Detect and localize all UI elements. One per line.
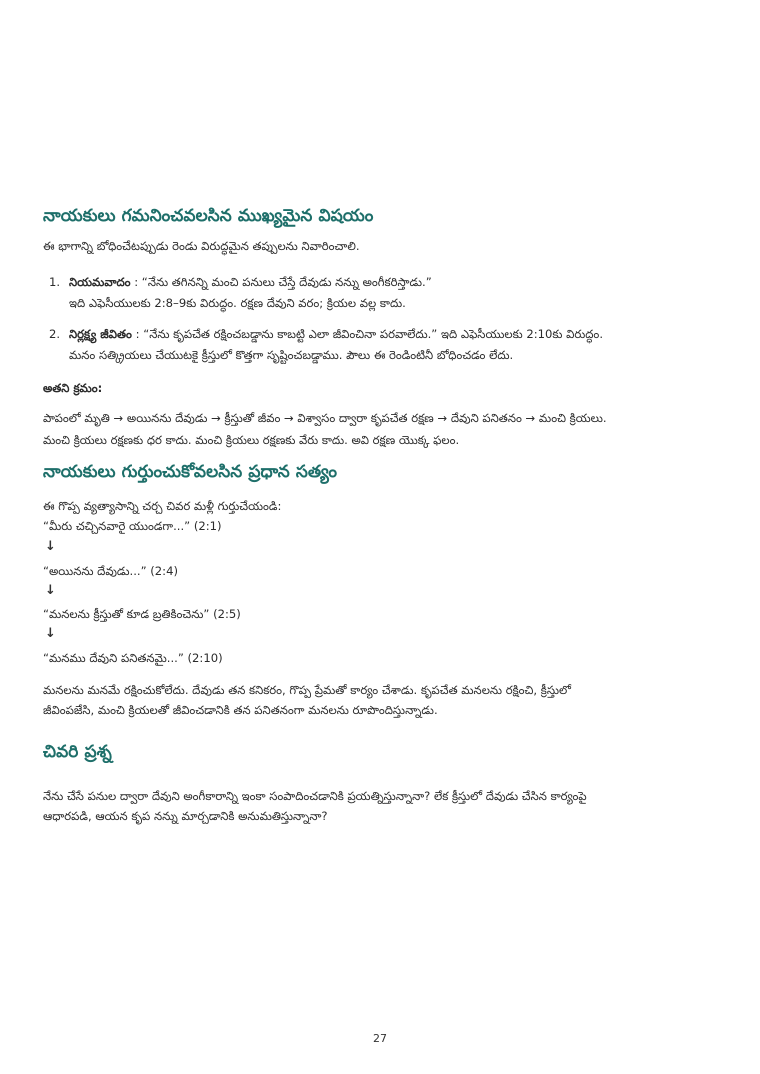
list-item-term: నిర్లక్ష్య జీవితం xyxy=(69,327,132,341)
list-item-2 xyxy=(69,326,603,342)
section-heading-leaders-note: నాయకులు గమనించవలసిన ముఖ్యమైన విషయం xyxy=(43,206,374,226)
step-item: “అయినను దేవుడు...” (2:4) xyxy=(43,564,178,578)
step-item: “మనలను క్రీస్తుతో కూడ బ్రతికించెను” (2:5) xyxy=(43,607,241,621)
order-line: పాపంలో మృతి → అయినను దేవుడు → క్రీస్తుతో జీవం → విశ్వాసం ద్వారా కృపచేత రక్షణ → దేవుని పనితనం → మంచి క్రియలు. xyxy=(43,411,607,425)
order-label: అతని క్రమం: xyxy=(43,381,103,395)
list-item-quote: : “నేను కృపచేత రక్షించబడ్డాను కాబట్టి ఎలా జీవించినా పరవాలేదు.” ఇది ఎఫెసీయులకు 2:10కు విరుద్ధం. xyxy=(131,327,603,341)
step-item: “మనము దేవుని పనితనమై...” (2:10) xyxy=(43,651,223,665)
list-item-note: మనం సత్క్రియలు చేయుటకై క్రీస్తులో కొత్తగా సృష్టించబడ్డాము. పౌలు ఈ రెండింటినీ బోధించడం లేదు. xyxy=(69,348,514,362)
summary-line: జీవింపజేసి, మంచి క్రియలతో జీవించడానికి తన పనితనంగా మనలను రూపొందిస్తున్నాడు. xyxy=(43,703,438,717)
order-note: మంచి క్రియలు రక్షణకు ధర కాదు. మంచి క్రియలు రక్షణకు వేరు కాదు. అవి రక్షణ యొక్క ఫలం. xyxy=(43,433,460,447)
list-number: 1. xyxy=(49,275,61,289)
list-item-note: ఇది ఎఫెసీయులకు 2:8–9కు విరుద్ధం. రక్షణ దేవుని వరం; క్రియల వల్ల కాదు. xyxy=(69,296,406,310)
down-arrow-icon: ↓ xyxy=(45,626,56,641)
final-question-line: నేను చేసే పనుల ద్వారా దేవుని అంగీకారాన్ని ఇంకా సంపాదించడానికి ప్రయత్నిస్తున్నానా? లేక క్రీస్తులో దేవుడు చేసిన కార్యంపై xyxy=(43,789,587,803)
final-question-line: ఆధారపడి, ఆయన కృప నన్ను మార్చడానికి అనుమతిస్తున్నానా? xyxy=(43,809,328,823)
section-heading-final-question: చివరి ప్రశ్న xyxy=(43,742,112,762)
down-arrow-icon: ↓ xyxy=(45,539,56,554)
down-arrow-icon: ↓ xyxy=(45,583,56,598)
summary-line: మనలను మనమే రక్షించుకోలేదు. దేవుడు తన కనికరం, గొప్ప ప్రేమతో కార్యం చేశాడు. కృపచేత మనలను రక్షించి, క్రీస్తులో xyxy=(43,683,571,697)
section-heading-main-truth: నాయకులు గుర్తుంచుకోవలసిన ప్రధాన సత్యం xyxy=(43,462,338,482)
step-item: “మీరు చచ్చినవారై యుండగా...” (2:1) xyxy=(43,519,222,533)
section2-intro: ఈ గొప్ప వ్యత్యాసాన్ని చర్చ చివర మళ్లీ గుర్తుచేయండి: xyxy=(43,499,282,513)
list-item-term: నియమవాదం xyxy=(69,275,131,289)
list-item-quote: : “నేను తగినన్ని మంచి పనులు చేస్తే దేవుడు నన్ను అంగీకరిస్తాడు.” xyxy=(130,275,432,289)
section1-intro: ఈ భాగాన్ని బోధించేటప్పుడు రెండు విరుద్ధమైన తప్పులను నివారించాలి. xyxy=(43,239,360,253)
list-number: 2. xyxy=(49,327,61,341)
list-item-1 xyxy=(69,274,432,290)
page-number: 27 xyxy=(373,1032,387,1045)
